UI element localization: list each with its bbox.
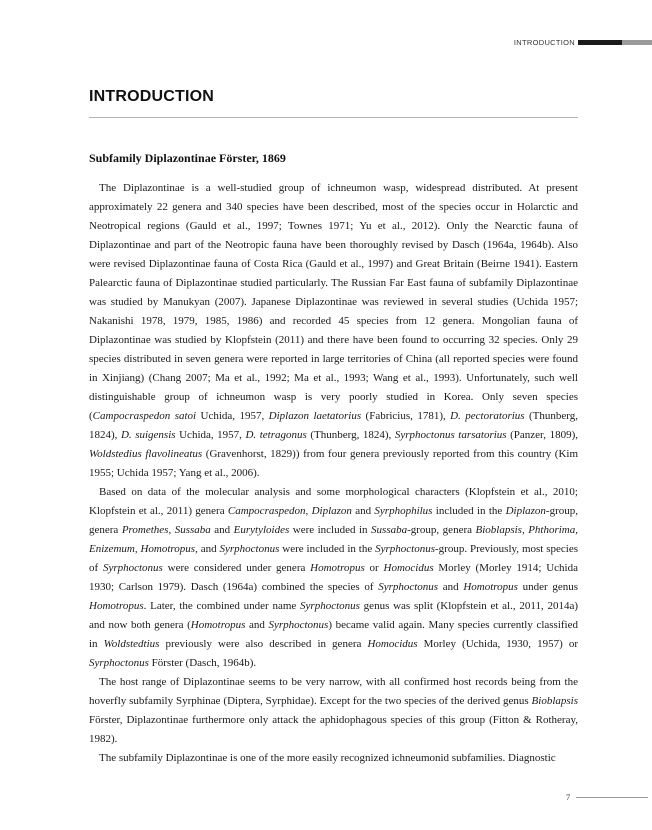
page-footer [566,792,648,802]
text-run: genus was split (Klopfstein et al., 2011, 2014a) and now both genera ( [89,600,578,631]
italic-taxon-name: Diplazon laetatorius [268,410,362,422]
text-run: The Diplazontinae is a well-studied group of ichneumon wasp, widespread distributed. At present approximately 22 genera and 340 species have been described, most of the species occur in Holarctic and Neotropical regions (Gauld et al., 1997; Townes 1971; Yu et al., 2012). Only the Nearctic fauna of Diplazontinae and part of the Neotropic fauna have been thoroughly revised by Dasch (1964a, 1964b). Also were revised Diplazontinae fauna of Costa Rica (Gauld et al., 1997) and Great Britain (Beirne 1941). Eastern Palearctic fauna of Diplazontinae studied particularly. The Russian Far East fauna of subfamily Diplazontinae was studied by Manukyan (2007). Japanese Diplazontinae was reviewed in several studies (Uchida 1957; Nakanishi 1978, 1979, 1985, 1986) and recorded 45 species from 12 genera. Mongolian fauna of Diplazontinae was studied by Klopfstein (2011) and there have been found to occurring 32 species. Only 29 species distributed in seven genera were reported in large territories of China (all reported species were found in Xinjiang) (Chang 2007; Ma et al., 1992; Ma et al., 1993; Wang et al., 1993). Unfortunately, such well distinguishable group of ichneumon wasp is very poorly studied in Korea. Only seven species ( [89,182,578,422]
paragraph-3 [89,673,578,749]
text-run: . Later, the combined under name [143,600,301,612]
footer-rule [576,797,648,798]
text-run: under genus [517,581,578,593]
italic-taxon-name: Syrphoctonus [102,562,163,574]
italic-taxon-name: Homocidus [383,562,434,574]
text-run: -group. Previously, most species of [89,543,579,574]
italic-taxon-name: Homocidus [367,638,418,650]
italic-taxon-name: Homotropus [89,600,144,612]
paragraph-1 [89,179,578,483]
italic-taxon-name: Campocraspedon satoi [92,410,197,422]
italic-taxon-name: Bioblapsis, Phthorima, Enizemum, Homotropus, [89,524,579,555]
italic-taxon-name: D. tetragonus [245,429,307,441]
text-run: -group, genera [407,524,476,536]
text-run: and [210,524,234,536]
italic-taxon-name: Homotropus [190,619,246,631]
italic-taxon-name: D. pectoratorius [450,410,525,422]
text-run: and [245,619,269,631]
italic-taxon-name: Syrphoctonus [378,581,439,593]
running-head-bar-dark [578,40,622,45]
running-head-text: INTRODUCTION [513,37,575,47]
text-run: (Gravenhorst, 1829)) from four genera previously reported from this country (Kim 1955; Uchida 1957; Yang et al., 2006). [89,448,579,479]
text-run: (Panzer, 1809), [506,429,578,441]
text-run: or [364,562,384,574]
page-number: 7 [566,792,571,802]
chapter-heading: INTRODUCTION [89,88,215,105]
text-run: previously were also described in genera [159,638,368,650]
italic-taxon-name: Homotropus [463,581,518,593]
text-run: The subfamily Diplazontinae is one of the more easily recognized ichneumonid subfamilies. Diagnostic [99,752,556,764]
text-run: Förster (Dasch, 1964b). [148,657,257,669]
italic-taxon-name: Woldstedtius [103,638,160,650]
text-run: (Thunberg, 1824), [306,429,395,441]
italic-taxon-name: Diplazon [505,505,546,517]
heading-divider [89,117,578,118]
text-run: Uchida, 1957, [196,410,269,422]
italic-taxon-name: Syrphoctonus tarsatorius [394,429,507,441]
text-run: and [351,505,375,517]
italic-taxon-name: Syrphoctonus [89,657,149,669]
text-run: ) became valid again. Many species currently classified in [89,619,578,650]
italic-taxon-name: Syrphoctonus [300,600,360,612]
running-head-bar-grey [622,40,652,45]
text-run: Uchida, 1957, [175,429,246,441]
italic-taxon-name: Syrphoctonus [219,543,280,555]
italic-taxon-name: Promethes, Sussaba [121,524,211,536]
text-run: (Fabricius, 1781), [361,410,451,422]
text-run: and [438,581,464,593]
running-head [514,36,652,48]
paragraph-2 [89,483,578,673]
text-run: The host range of Diplazontinae seems to be very narrow, with all confirmed host records being from the hoverfly subfamily Syrphinae (Diptera, Syrphidae). Except for the two species of the derived genus [89,676,578,707]
italic-taxon-name: Syrphoctonus [375,543,435,555]
italic-taxon-name: Syrphophilus [374,505,433,517]
text-run: Based on data of the molecular analysis and some morphological characters (Klopfstein et al., 2010; Klopfstein et al., 2011) genera [89,486,578,517]
text-run: (Thunberg, 1824), [89,410,578,441]
italic-taxon-name: Woldstedius flavolineatus [89,448,203,460]
text-run: Förster, Diplazontinae furthermore only attack the aphidophagous species of this group (Fitton & Rotheray, 1982). [89,714,578,745]
text-run: Morley (Morley 1914; Uchida 1930; Carlson 1979). Dasch (1964a) combined the species of [89,562,578,593]
text-run: and [197,543,220,555]
text-run: Morley (Uchida, 1930, 1957) or [417,638,578,650]
italic-taxon-name: Bioblapsis [531,695,578,707]
italic-taxon-name: D. suigensis [120,429,176,441]
italic-taxon-name: Eurytyloides [233,524,290,536]
text-run: were considered under genera [162,562,311,574]
italic-taxon-name: Syrphoctonus [268,619,329,631]
paragraph-4 [89,749,578,768]
text-run: included in the [432,505,506,517]
text-run: -group, genera [89,505,578,536]
text-run: were included in the [279,543,376,555]
text-run: were included in [289,524,372,536]
section-subheading: Subfamily Diplazontinae Förster, 1869 [89,151,286,165]
italic-taxon-name: Homotropus [310,562,365,574]
italic-taxon-name: Sussaba [371,524,408,536]
italic-taxon-name: Campocraspedon, Diplazon [227,505,352,517]
body-text [89,179,578,768]
